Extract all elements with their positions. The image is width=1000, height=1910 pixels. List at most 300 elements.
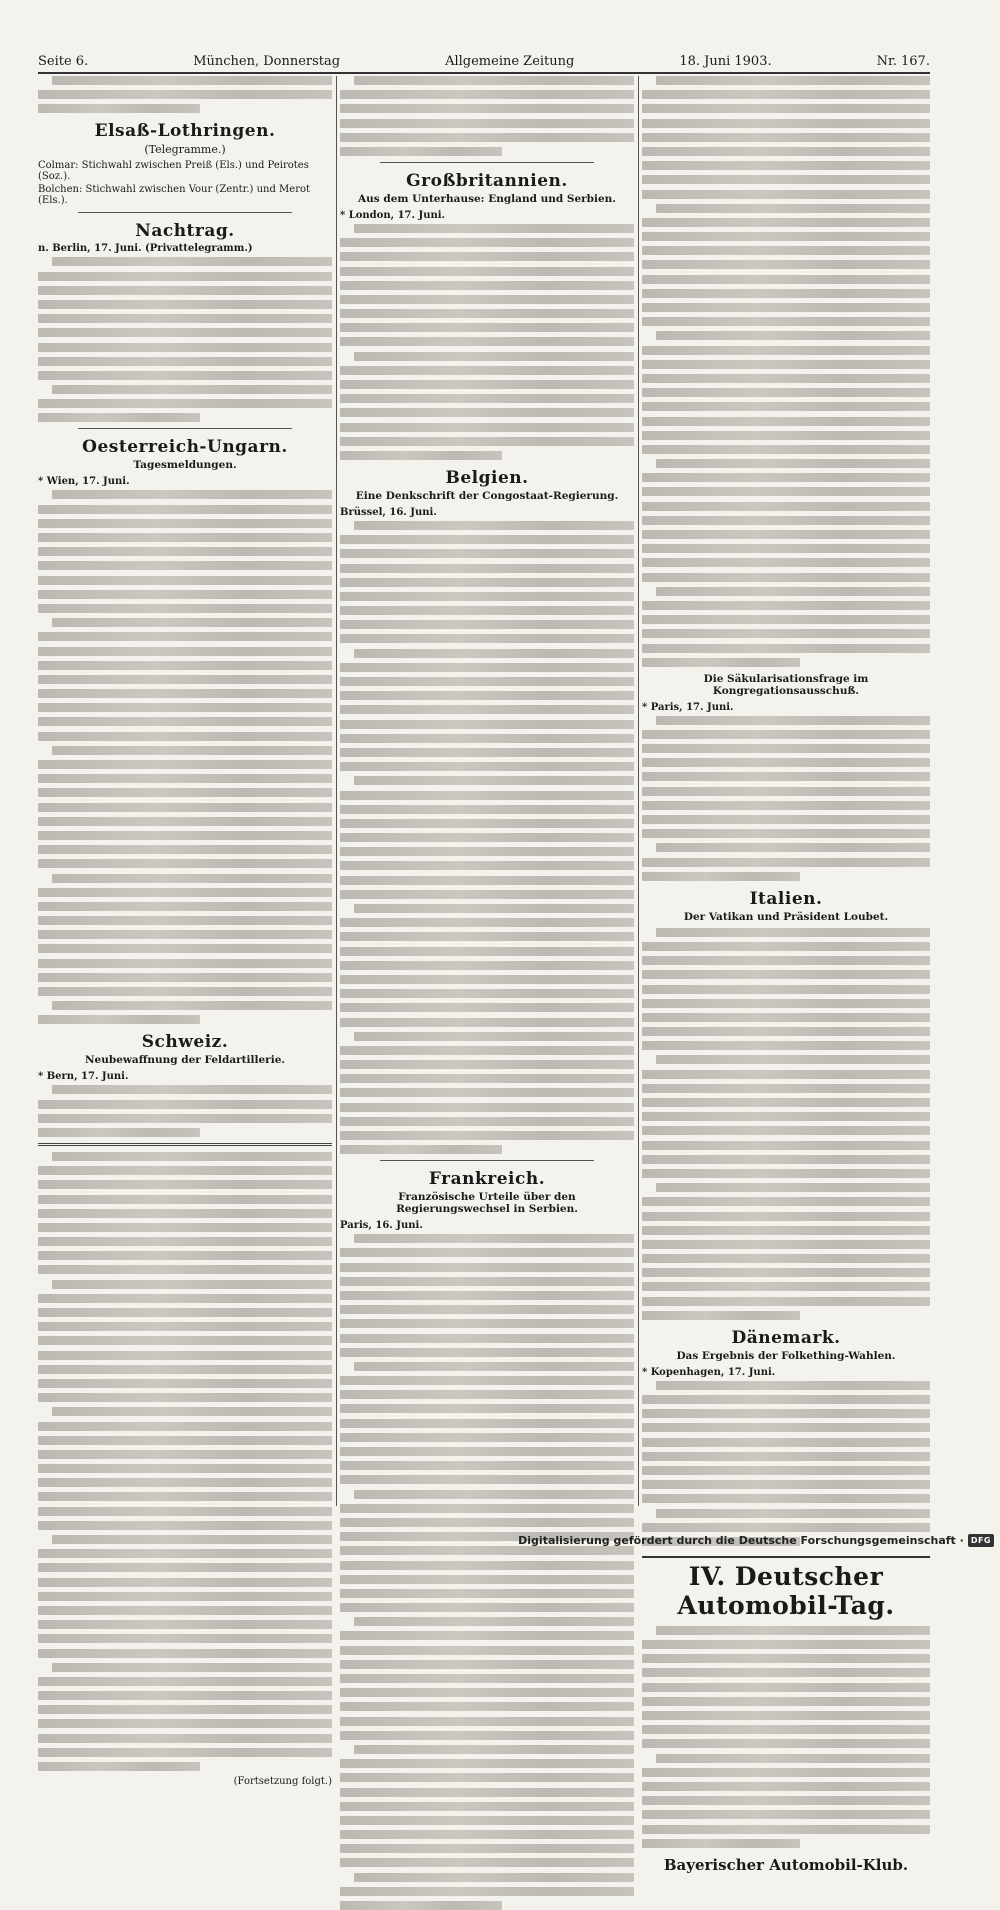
text-line	[38, 547, 332, 556]
article-text	[340, 76, 634, 156]
dateline: Brüssel, 16. Juni.	[340, 506, 437, 518]
text-line	[642, 544, 930, 553]
text-line	[38, 604, 332, 613]
text-line	[340, 861, 634, 870]
text-line	[340, 309, 634, 318]
text-line	[38, 1322, 332, 1331]
text-line	[340, 932, 634, 941]
text-line	[642, 1725, 930, 1734]
text-line	[38, 328, 332, 337]
text-line	[38, 272, 332, 281]
text-line	[642, 473, 930, 482]
text-line	[340, 1348, 634, 1357]
text-line	[38, 1308, 332, 1317]
text-line	[340, 791, 634, 800]
text-line	[52, 76, 332, 85]
text-line	[38, 1691, 332, 1700]
text-line	[38, 760, 332, 769]
text-line	[340, 606, 634, 615]
text-line	[642, 431, 930, 440]
text-line	[38, 1507, 332, 1516]
text-line	[354, 1617, 634, 1626]
text-line	[340, 833, 634, 842]
advertisement	[642, 1556, 930, 1874]
text-line	[340, 1046, 634, 1055]
article-text	[642, 928, 930, 1320]
text-line	[340, 1816, 634, 1825]
text-line	[38, 399, 332, 408]
article-text	[38, 490, 332, 1024]
text-line	[656, 331, 930, 340]
text-line	[354, 352, 634, 361]
text-line	[340, 104, 634, 113]
continuation-note: (Fortsetzung folgt.)	[233, 1776, 332, 1788]
page-header	[38, 50, 930, 72]
text-line	[340, 1674, 634, 1683]
text-line	[38, 314, 332, 323]
text-line	[642, 1825, 930, 1834]
text-line	[340, 677, 634, 686]
text-line	[642, 374, 930, 383]
text-line	[38, 1464, 332, 1473]
text-line	[38, 413, 200, 422]
text-line	[642, 629, 930, 638]
divider	[78, 428, 292, 429]
text-line	[38, 1393, 332, 1402]
text-line	[642, 502, 930, 511]
text-line	[38, 533, 332, 542]
text-line	[340, 1589, 634, 1598]
text-line	[340, 535, 634, 544]
text-line	[642, 1782, 930, 1791]
text-line	[340, 549, 634, 558]
text-line	[642, 402, 930, 411]
text-line	[340, 380, 634, 389]
text-line	[642, 1226, 930, 1235]
text-line	[340, 133, 634, 142]
section-heading-oesterreich: Oesterreich-Ungarn.	[82, 437, 288, 458]
text-line	[642, 730, 930, 739]
text-line	[340, 720, 634, 729]
text-line	[38, 286, 332, 295]
text-line	[38, 1209, 332, 1218]
text-line	[38, 1436, 332, 1445]
text-line	[38, 1592, 332, 1601]
subheading: Tagesmeldungen.	[133, 459, 237, 472]
text-line	[38, 1128, 200, 1137]
footer-text: Digitalisierung gefördert durch die Deutsche Forschungsgemeinschaft ·	[518, 1533, 964, 1547]
text-line	[642, 1141, 930, 1150]
text-line	[340, 1277, 634, 1286]
text-line	[340, 119, 634, 128]
text-line	[642, 360, 930, 369]
text-line	[642, 303, 930, 312]
text-line	[642, 246, 930, 255]
text-line	[642, 388, 930, 397]
text-line	[340, 1702, 634, 1711]
column-divider	[638, 76, 639, 1506]
text-line	[340, 423, 634, 432]
divider	[380, 1160, 594, 1161]
text-line	[642, 1169, 930, 1178]
text-line	[52, 1001, 332, 1010]
text-line	[642, 744, 930, 753]
text-line	[38, 1195, 332, 1204]
text-line	[38, 788, 332, 797]
text-line	[642, 147, 930, 156]
text-line	[38, 647, 332, 656]
page-number: Seite 6.	[38, 53, 89, 69]
section-heading-belgien: Belgien.	[445, 467, 529, 488]
text-line	[340, 1248, 634, 1257]
ad-title: IV. Deutscher Automobil-Tag.	[677, 1561, 895, 1620]
text-line	[38, 774, 332, 783]
text-line	[38, 831, 332, 840]
text-line	[642, 970, 930, 979]
text-line	[642, 1768, 930, 1777]
text-line	[340, 961, 634, 970]
text-line	[38, 859, 332, 868]
text-line	[340, 592, 634, 601]
text-line	[38, 1265, 332, 1274]
text-line	[642, 1480, 930, 1489]
text-line	[38, 1748, 332, 1757]
text-line	[38, 689, 332, 698]
text-line	[52, 1085, 332, 1094]
text-line	[642, 1839, 800, 1848]
text-line	[38, 1734, 332, 1743]
text-line	[52, 874, 332, 883]
text-line	[38, 561, 332, 570]
subheading: Neubewaffnung der Feldartillerie.	[84, 1054, 286, 1067]
text-line	[340, 238, 634, 247]
subheading: Französische Urteile über den Regierungswechsel in Serbien.	[396, 1191, 578, 1216]
text-line	[656, 1381, 930, 1390]
text-line	[642, 1126, 930, 1135]
text-line	[340, 1660, 634, 1669]
text-line	[340, 337, 634, 346]
text-line	[38, 916, 332, 925]
dateline: Paris, 16. Juni.	[340, 1220, 423, 1232]
text-line	[354, 904, 634, 913]
paper-title: Allgemeine Zeitung	[445, 53, 575, 69]
text-line	[340, 1060, 634, 1069]
text-line	[38, 632, 332, 641]
text-line	[340, 451, 502, 460]
text-line	[642, 1112, 930, 1121]
text-line	[340, 805, 634, 814]
text-line	[642, 1711, 930, 1720]
text-line	[642, 829, 930, 838]
text-line	[642, 260, 930, 269]
text-line	[38, 1649, 332, 1658]
text-line	[642, 317, 930, 326]
text-line	[38, 1015, 200, 1024]
section-heading-nachtrag: Nachtrag.	[135, 221, 235, 242]
text-line	[38, 90, 332, 99]
text-line	[340, 918, 634, 927]
text-line	[38, 1251, 332, 1260]
text-line	[340, 819, 634, 828]
issue-date: 18. Juni 1903.	[679, 53, 772, 69]
text-line	[38, 357, 332, 366]
text-line	[340, 1419, 634, 1428]
bolchen-line: Bolchen: Stichwahl zwischen Vour (Zentr.) und Merot (Els.).	[38, 184, 311, 207]
text-line	[642, 956, 930, 965]
text-line	[340, 762, 634, 771]
text-line	[340, 663, 634, 672]
text-line	[38, 104, 200, 113]
text-line	[340, 295, 634, 304]
text-line	[642, 190, 930, 199]
text-line	[38, 1294, 332, 1303]
text-line	[642, 133, 930, 142]
text-line	[52, 1535, 332, 1544]
text-line	[52, 618, 332, 627]
text-line	[354, 1873, 634, 1882]
text-line	[642, 1494, 930, 1503]
divider	[78, 212, 292, 213]
text-line	[656, 1183, 930, 1192]
text-line	[52, 257, 332, 266]
text-line	[642, 346, 930, 355]
text-line	[642, 1683, 930, 1692]
dateline: * Bern, 17. Juni.	[38, 1071, 129, 1083]
text-line	[38, 1379, 332, 1388]
text-line	[38, 576, 332, 585]
subheading: (Telegramme.)	[144, 143, 226, 157]
section-heading-schweiz: Schweiz.	[141, 1032, 229, 1053]
text-line	[642, 872, 800, 881]
text-line	[656, 1509, 930, 1518]
text-line	[340, 1717, 634, 1726]
text-line	[642, 1697, 930, 1706]
section-heading-grossbritannien: Großbritannien.	[406, 170, 568, 191]
text-line	[38, 1478, 332, 1487]
text-line	[642, 530, 930, 539]
text-line	[340, 281, 634, 290]
text-line	[38, 888, 332, 897]
column-1	[38, 76, 332, 1788]
text-line	[38, 1606, 332, 1615]
subheading: Eine Denkschrift der Congostaat-Regierung.	[355, 489, 619, 502]
text-line	[642, 1084, 930, 1093]
text-line	[642, 1254, 930, 1263]
text-line	[340, 1646, 634, 1655]
text-line	[38, 1563, 332, 1572]
text-line	[340, 1018, 634, 1027]
text-line	[354, 1362, 634, 1371]
column-divider	[336, 76, 337, 1506]
text-line	[642, 615, 930, 624]
text-line	[38, 590, 332, 599]
text-line	[38, 817, 332, 826]
text-line	[340, 1631, 634, 1640]
text-line	[38, 505, 332, 514]
feuilleton-divider	[38, 1143, 332, 1146]
text-line	[340, 947, 634, 956]
text-line	[340, 1291, 634, 1300]
article-text	[38, 1085, 332, 1137]
text-line	[340, 323, 634, 332]
section-heading-daenemark: Dänemark.	[731, 1327, 841, 1348]
text-line	[642, 758, 930, 767]
text-line	[340, 620, 634, 629]
section-heading-frankreich: Frankreich.	[428, 1169, 546, 1190]
text-line	[656, 1626, 930, 1635]
text-line	[38, 1351, 332, 1360]
text-line	[642, 1668, 930, 1677]
text-line	[642, 985, 930, 994]
text-line	[38, 1492, 332, 1501]
article-text	[642, 716, 930, 881]
text-line	[340, 90, 634, 99]
text-line	[642, 1654, 930, 1663]
text-line	[642, 119, 930, 128]
text-line	[642, 1041, 930, 1050]
text-line	[642, 1311, 800, 1320]
text-line	[340, 578, 634, 587]
text-line	[340, 1404, 634, 1413]
text-line	[340, 252, 634, 261]
text-line	[38, 703, 332, 712]
text-line	[38, 1223, 332, 1232]
text-line	[642, 644, 930, 653]
text-line	[340, 1518, 634, 1527]
text-line	[354, 1490, 634, 1499]
text-line	[642, 1395, 930, 1404]
text-line	[656, 928, 930, 937]
text-line	[642, 1212, 930, 1221]
text-line	[642, 1240, 930, 1249]
text-line	[38, 845, 332, 854]
text-line	[340, 847, 634, 856]
text-line	[642, 601, 930, 610]
text-line	[38, 1180, 332, 1189]
text-line	[38, 1336, 332, 1345]
text-line	[340, 1003, 634, 1012]
dateline: * Paris, 17. Juni.	[642, 701, 734, 713]
text-line	[340, 1305, 634, 1314]
text-line	[642, 558, 930, 567]
text-line	[642, 787, 930, 796]
text-line	[38, 1719, 332, 1728]
text-line	[642, 1282, 930, 1291]
text-line	[52, 1407, 332, 1416]
dateline: * London, 17. Juni.	[340, 209, 446, 221]
text-line	[340, 564, 634, 573]
text-line	[340, 1830, 634, 1839]
text-line	[642, 573, 930, 582]
article-text	[340, 1234, 634, 1910]
section-heading-italien: Italien.	[749, 888, 823, 909]
text-line	[642, 1640, 930, 1649]
text-line	[656, 716, 930, 725]
text-line	[642, 1423, 930, 1432]
digitization-footer	[518, 1530, 994, 1550]
text-line	[642, 1438, 930, 1447]
text-line	[38, 343, 332, 352]
text-line	[340, 1088, 634, 1097]
text-line	[642, 1268, 930, 1277]
dateline: n. Berlin, 17. Juni. (Privattelegramm.)	[38, 243, 253, 255]
text-line	[38, 675, 332, 684]
article-text	[38, 257, 332, 422]
text-line	[340, 634, 634, 643]
text-line	[38, 1677, 332, 1686]
text-line	[38, 930, 332, 939]
text-line	[656, 459, 930, 468]
text-line	[340, 1504, 634, 1513]
text-line	[642, 1098, 930, 1107]
subheading: Der Vatikan und Präsident Loubet.	[683, 910, 889, 923]
subheading: Die Säkularisationsfrage im Kongregationsausschuß.	[703, 672, 869, 697]
text-line	[340, 1074, 634, 1083]
text-line	[340, 1731, 634, 1740]
ad-signature: Bayerischer Automobil-Klub.	[663, 1855, 909, 1874]
text-line	[340, 1263, 634, 1272]
text-line	[340, 1390, 634, 1399]
text-line	[642, 487, 930, 496]
text-line	[38, 1422, 332, 1431]
text-line	[642, 232, 930, 241]
article-text	[38, 76, 332, 113]
text-line	[340, 890, 634, 899]
text-line	[38, 1634, 332, 1643]
text-line	[340, 705, 634, 714]
dfg-logo-icon: DFG	[968, 1534, 994, 1547]
text-line	[340, 437, 634, 446]
text-line	[642, 1409, 930, 1418]
text-line	[340, 1376, 634, 1385]
text-line	[340, 1145, 502, 1154]
text-line	[642, 161, 930, 170]
text-line	[340, 147, 502, 156]
text-line	[38, 944, 332, 953]
text-line	[642, 1810, 930, 1819]
article-text	[340, 521, 634, 1154]
text-line	[340, 876, 634, 885]
dateline: * Wien, 17. Juni.	[38, 476, 130, 488]
text-line	[38, 1521, 332, 1530]
ad-text	[642, 1626, 930, 1848]
text-line	[340, 1319, 634, 1328]
text-line	[642, 218, 930, 227]
subheading: Das Ergebnis der Folkething-Wahlen.	[676, 1349, 896, 1362]
text-line	[340, 1575, 634, 1584]
text-line	[642, 1297, 930, 1306]
text-line	[340, 734, 634, 743]
feuilleton-text	[38, 1152, 332, 1771]
text-line	[38, 1578, 332, 1587]
text-line	[642, 1796, 930, 1805]
text-line	[340, 1773, 634, 1782]
text-line	[340, 1759, 634, 1768]
article-text	[642, 1381, 930, 1546]
text-line	[354, 1032, 634, 1041]
text-line	[656, 843, 930, 852]
text-line	[340, 267, 634, 276]
text-line	[38, 1166, 332, 1175]
text-line	[38, 1237, 332, 1246]
text-line	[38, 1100, 332, 1109]
text-line	[642, 1155, 930, 1164]
text-line	[340, 975, 634, 984]
text-line	[340, 1901, 502, 1910]
text-line	[38, 732, 332, 741]
text-line	[354, 521, 634, 530]
text-line	[354, 1234, 634, 1243]
